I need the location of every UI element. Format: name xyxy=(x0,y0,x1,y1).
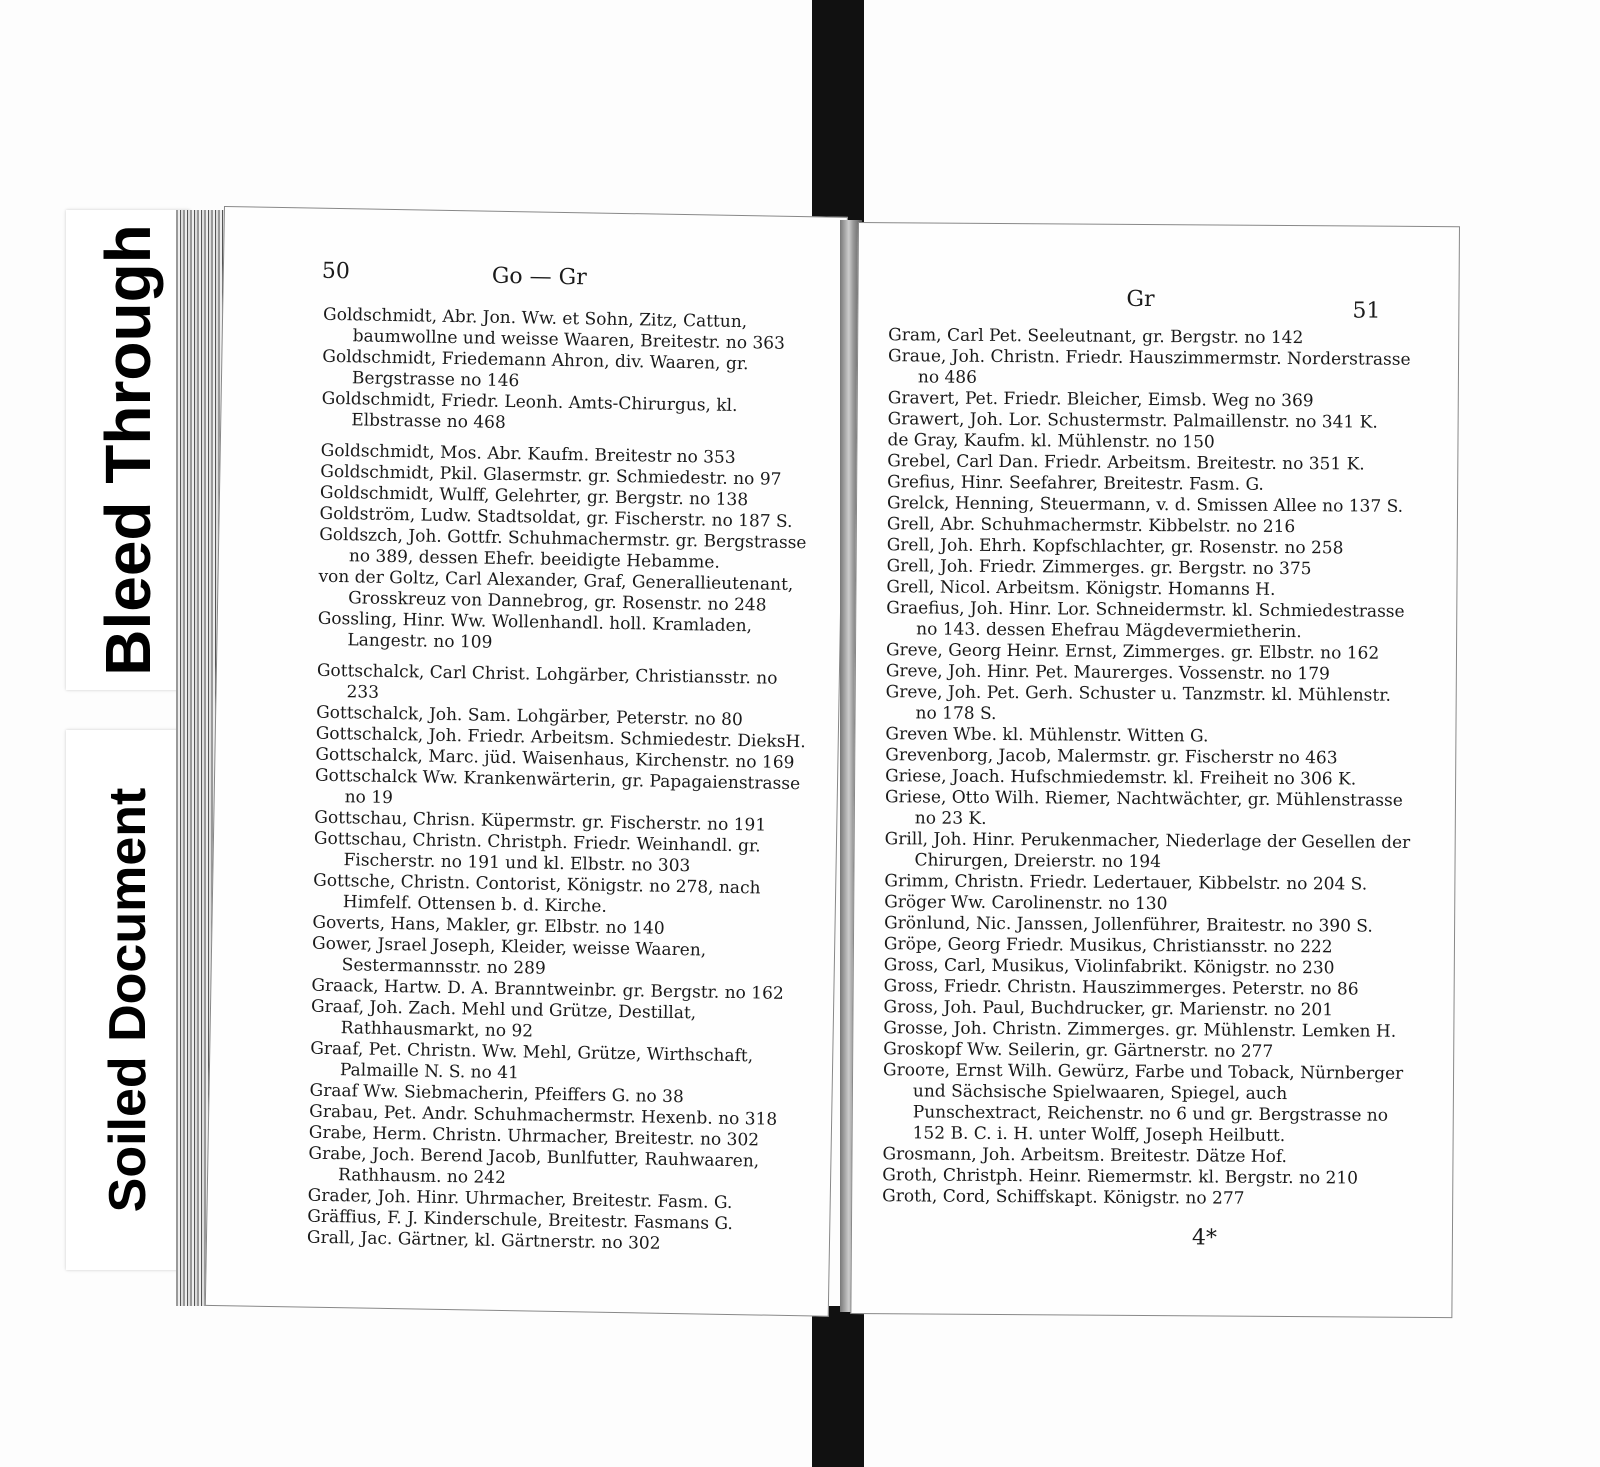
directory-entry: von der Goltz, Carl Alexander, Graf, Generallieutenant, Grosskreuz von Dannebrog, gr. Rosenstr. no 248 xyxy=(318,566,794,616)
directory-entry: de Gray, Kaufm. kl. Mühlenstr. no 150 xyxy=(887,430,1215,453)
directory-entry: Gottsche, Christn. Contorist, Königstr. no 278, nach Himfelf. Ottensen b. d. Kirche. xyxy=(313,870,761,917)
directory-entry: Graefius, Joh. Hinr. Lor. Schneidermstr. kl. Schmiedestrasse no 143. dessen Ehefrau Mägdevermietherin. xyxy=(886,598,1405,643)
directory-entry: Greve, Georg Heinr. Ernst, Zimmerges. gr. Elbstr. no 162 xyxy=(885,640,1380,664)
directory-entry: Groth, Cord, Schiffskapt. Königstr. no 277 xyxy=(882,1186,1245,1209)
directory-entry: Gröpe, Georg Friedr. Musikus, Christiansstr. no 222 xyxy=(883,934,1333,958)
directory-entry: Gower, Jsrael Joseph, Kleider, weisse Waaren, Sestermannsstr. no 289 xyxy=(311,933,707,979)
directory-entry: Goldschmidt, Friedr. Leonh. Amts-Chirurgus, kl. Elbstrasse no 468 xyxy=(321,388,738,433)
right-page xyxy=(850,222,1460,1318)
directory-entry: Goldschmidt, Wulff, Gelehrter, gr. Bergstr. no 138 xyxy=(319,482,749,511)
directory-entry: Grefius, Hinr. Seefahrer, Breitestr. Fasm. G. xyxy=(887,472,1264,495)
directory-entry: Goldschmidt, Friedemann Ahron, div. Waaren, gr. Bergstrasse no 146 xyxy=(322,346,749,392)
right-running-head: Gr xyxy=(1126,286,1155,313)
soiled-document-label: Soiled Document xyxy=(99,787,157,1213)
directory-entry: Gram, Carl Pet. Seeleutnant, gr. Bergstr. no 142 xyxy=(888,325,1304,349)
directory-entry: Gräffius, F. J. Kinderschule, Breitestr. Fasmans G. xyxy=(307,1206,734,1235)
directory-entry: Griese, Otto Wilh. Riemer, Nachtwächter, gr. Mühlenstrasse no 23 K. xyxy=(884,787,1403,829)
directory-entry: Grebel, Carl Dan. Friedr. Arbeitsm. Breitestr. no 351 K. xyxy=(887,451,1365,475)
directory-entry: Grönlund, Nic. Janssen, Jollenführer, Braitestr. no 390 S. xyxy=(884,913,1373,937)
directory-entry: Goldschmidt, Abr. Jon. Ww. et Sohn, Zitz, Cattun, baumwollne und weisse Waaren, Breitestr. no 363 xyxy=(322,304,786,354)
directory-entry: Goldström, Ludw. Stadtsoldat, gr. Fischerstr. no 187 S. xyxy=(319,503,793,532)
directory-entry: Gottschalck, Joh. Friedr. Arbeitsm. Schmiedestr. DieksH. xyxy=(315,723,806,753)
directory-entry: Groskopf Ww. Seilerin, gr. Gärtnerstr. no 277 xyxy=(883,1039,1274,1062)
directory-entry: Graack, Hartw. D. A. Branntweinbr. gr. Bergstr. no 162 xyxy=(311,975,784,1004)
directory-entry: Groth, Christph. Heinr. Riemermstr. kl. Bergstr. no 210 xyxy=(882,1165,1359,1189)
directory-entry: Gottschalck, Marc. jüd. Waisenhaus, Kirchenstr. no 169 xyxy=(315,744,795,774)
directory-entry: Grooте, Ernst Wilh. Gewürz, Farbe und Toback, Nürnberger und Sächsische Spielwaaren, Spiegel, auch Punschextract, Reichenstr. no 6 und gr. Bergstrasse no 152 B. C. i. H. unter Wolff, Joseph Heilbutt. xyxy=(883,1060,1404,1147)
directory-entry: Gottschalck, Carl Christ. Lohgärber, Christiansstr. no 233 xyxy=(316,660,778,703)
directory-entry: Gross, Carl, Musikus, Violinfabrikt. Königstr. no 230 xyxy=(883,955,1335,979)
directory-entry: Graaf, Joh. Zach. Mehl und Grütze, Destillat, Rathhausmarkt, no 92 xyxy=(310,996,697,1042)
directory-entry: Grimm, Christn. Friedr. Ledertauer, Kibbelstr. no 204 S. xyxy=(884,871,1368,895)
directory-entry: Goldszch, Joh. Gottfr. Schuhmachermstr. gr. Bergstrasse no 389, dessen Ehefr. beeidigte Hebamme. xyxy=(319,524,807,573)
directory-entry: Graaf Ww. Siebmacherin, Pfeiffers G. no 38 xyxy=(309,1080,684,1108)
directory-entry: Gross, Joh. Paul, Buchdrucker, gr. Marienstr. no 201 xyxy=(883,997,1334,1021)
directory-entry: Grevenborg, Jacob, Malermstr. gr. Fischerstr no 463 xyxy=(885,745,1338,769)
directory-entry: Grall, Jac. Gärtner, kl. Gärtnerstr. no 302 xyxy=(306,1227,661,1254)
signature-mark: 4* xyxy=(1191,1225,1218,1251)
directory-entry: Gottschalck, Joh. Sam. Lohgärber, Peterstr. no 80 xyxy=(315,702,743,731)
directory-entry: Grill, Joh. Hinr. Perukenmacher, Niederlage der Gesellen der Chirurgen, Dreierstr. no 194 xyxy=(884,829,1411,873)
right-page-number: 51 xyxy=(1352,298,1381,324)
directory-entry: Gossling, Hinr. Ww. Wollenhandl. holl. Kramladen, Langestr. no 109 xyxy=(317,608,753,653)
directory-entry: Greven Wbe. kl. Mühlenstr. Witten G. xyxy=(885,724,1209,747)
open-book xyxy=(176,206,1476,1326)
directory-entry: Grawert, Joh. Lor. Schustermstr. Palmaillenstr. no 341 K. xyxy=(887,409,1378,433)
bleed-through-tab xyxy=(66,210,190,690)
left-page xyxy=(205,206,848,1317)
directory-entry: Grelck, Henning, Steuermann, v. d. Smissen Allee no 137 S. xyxy=(886,493,1404,517)
directory-entry: Goldschmidt, Pkil. Glasermstr. gr. Schmiedestr. no 97 xyxy=(320,461,782,490)
directory-entry: Greve, Joh. Hinr. Pet. Maurerges. Vossenstr. no 179 xyxy=(885,661,1330,685)
directory-entry: Griese, Joach. Hufschmiedemstr. kl. Freiheit no 306 K. xyxy=(885,766,1357,790)
directory-entry: Goverts, Hans, Makler, gr. Elbstr. no 140 xyxy=(312,912,665,939)
directory-entry: Gravert, Pet. Friedr. Bleicher, Eimsb. Weg no 369 xyxy=(887,388,1314,412)
directory-entry: Grabe, Herm. Christn. Uhrmacher, Breitestr. no 302 xyxy=(308,1122,760,1151)
binding-strip-bottom xyxy=(812,1306,864,1467)
bleed-through-label: Bleed Through xyxy=(92,224,164,676)
right-entry-list xyxy=(882,325,1418,1211)
directory-entry: Gottschau, Christn. Christph. Friedr. Weinhandl. gr. Fischerstr. no 191 und kl. Elbstr. no 303 xyxy=(313,828,761,877)
left-page-number: 50 xyxy=(321,258,351,285)
directory-entry: Graue, Joh. Christn. Friedr. Hauszimmermstr. Norderstrasse no 486 xyxy=(887,346,1411,388)
directory-entry: Gross, Friedr. Christn. Hauszimmerges. Peterstr. no 86 xyxy=(883,976,1359,1000)
binding-strip-top xyxy=(812,0,864,226)
left-running-head: Go — Gr xyxy=(491,263,587,291)
directory-entry: Grosmann, Joh. Arbeitsm. Breitestr. Dätze Hof. xyxy=(882,1144,1288,1168)
directory-entry: Grabau, Pet. Andr. Schuhmachermstr. Hexenb. no 318 xyxy=(309,1101,778,1130)
directory-entry: Grell, Joh. Friedr. Zimmerges. gr. Bergstr. no 375 xyxy=(886,556,1312,580)
directory-entry: Grell, Nicol. Arbeitsm. Königstr. Homanns H. xyxy=(886,577,1276,600)
directory-entry: Goldschmidt, Mos. Abr. Kaufm. Breitestr no 353 xyxy=(320,440,736,468)
directory-entry: Grell, Abr. Schuhmachermstr. Kibbelstr. no 216 xyxy=(886,514,1296,538)
left-entry-list xyxy=(307,305,815,1257)
directory-entry: Gottschalck Ww. Krankenwärterin, gr. Papagaienstrasse no 19 xyxy=(314,765,801,809)
directory-entry: Grabe, Joch. Berend Jacob, Bunlfutter, Rauhwaaren, Rathhausm. no 242 xyxy=(308,1143,760,1189)
directory-entry: Graaf, Pet. Christn. Ww. Mehl, Grütze, Wirthschaft, Palmaille N. S. no 41 xyxy=(310,1038,754,1084)
soiled-document-tab xyxy=(66,730,190,1270)
directory-entry: Greve, Joh. Pet. Gerh. Schuster u. Tanzmstr. kl. Mühlenstr. no 178 S. xyxy=(885,682,1392,724)
directory-entry: Gröger Ww. Carolinenstr. no 130 xyxy=(884,892,1168,915)
directory-entry: Grosse, Joh. Christn. Zimmerges. gr. Mühlenstr. Lemken H. xyxy=(883,1018,1397,1042)
directory-entry: Gottschau, Chrisn. Küpermstr. gr. Fischerstr. no 191 xyxy=(314,807,767,836)
directory-entry: Grader, Joh. Hinr. Uhrmacher, Breitestr. Fasm. G. xyxy=(307,1185,733,1214)
directory-entry: Grell, Joh. Ehrh. Kopfschlachter, gr. Rosenstr. no 258 xyxy=(886,535,1344,559)
